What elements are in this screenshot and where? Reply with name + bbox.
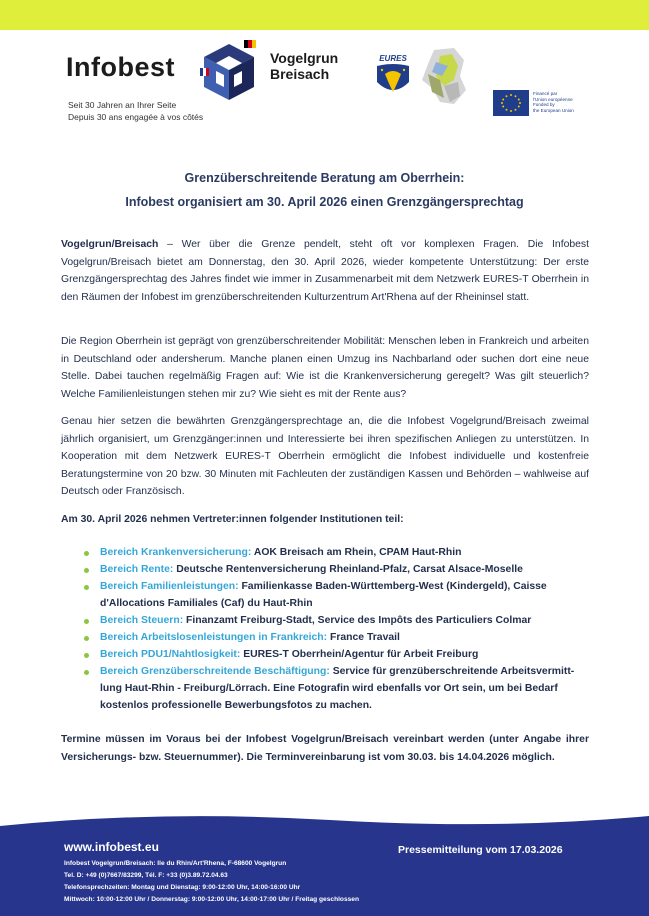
paragraph-intro (61, 236, 589, 306)
paragraph-appointments: Termine müssen im Voraus bei der Infobest Vogelgrun/Breisach vereinbart werden (unter Angabe ihrer Versicherungs- bzw. Steuernummer). Die Terminvereinbarung ist vom 30.03. bis 14.04.2026 möglich. (61, 734, 589, 763)
list-item (84, 663, 594, 714)
location-name (270, 50, 338, 82)
press-release-date: Pressemitteilung vom 17.03.2026 (398, 844, 563, 856)
bullet-icon (84, 585, 89, 590)
region-map-logo-icon (414, 46, 472, 108)
eures-logo-icon (373, 52, 413, 102)
eu-flag-icon (493, 90, 529, 116)
paragraph-intro-text: – Wer über die Grenze pendelt, steht oft vor komplexen Fragen. Die Infobest Vogelgrun/Breisach bietet am Donnerstag, den 30. April 2026, wieder kompetente Unterstützung: Der erste Grenzgängersprechtag des Jahres findet wie immer in Zusammenarbeit mit dem Netzwerk EURES-T Oberrhein in den Räumen der Infobest im grenzüberschreitenden Kulturzentrum Art'Rhena auf der Rheininsel statt. (61, 239, 589, 303)
eu-line-3: Funded by (533, 102, 555, 108)
list-item-category: Bereich Familienleistungen: (100, 581, 239, 592)
list-intro: Am 30. April 2026 nehmen Vertreter:innen folgender Institutionen teil: (61, 514, 404, 525)
list-item-category: Bereich PDU1/Nahtlosigkeit: (100, 649, 241, 660)
bullet-icon (84, 653, 89, 658)
tagline (68, 99, 203, 123)
footer-hours-1: Telefonsprechzeiten: Montag und Dienstag: 9:00-12:00 Uhr, 14:00-16:00 Uhr (64, 884, 301, 891)
list-item-text: Deutsche Rentenversicherung Rheinland-Pfalz, Carsat Alsace-Moselle (173, 564, 523, 575)
paragraph-sprechtage: Genau hier setzen die bewährten Grenzgängersprechtage an, die die Infobest Vogelgrund/Breisach zweimal jährlich organisiert, um Grenzgänger:innen und Interessierte bei ihren spezifischen Anliegen zu unterstützen. In Kooperation mit dem Netzwerk EURES-T Oberrhein ermöglicht die Infobest individuelle und kostenfreie Beratungstermine von 20 bzw. 30 Minuten mit Fachleuten der zuständigen Kassen und Behörden – wahlweise auf Deutsch oder Französisch. (61, 416, 589, 497)
bullet-icon (84, 670, 89, 675)
press-headline (40, 166, 609, 214)
list-item-category: Bereich Grenzüberschreitende Beschäftigung: (100, 666, 330, 677)
list-item (84, 629, 594, 646)
bullet-icon (84, 636, 89, 641)
bullet-icon (84, 568, 89, 573)
top-color-band (0, 0, 649, 30)
headline-line-1: Grenzüberschreitende Beratung am Oberrhein: (184, 171, 465, 185)
bullet-icon (84, 619, 89, 624)
eu-line-1: Financé par (533, 91, 558, 96)
list-item (84, 578, 594, 612)
footer-hours-2: Mittwoch: 10:00-12:00 Uhr / Donnerstag: 9:00-12:00 Uhr, 14:00-17:00 Uhr / Freitag geschlossen (64, 896, 359, 903)
list-item-text: Familienkasse Baden-Württemberg-West (Kindergeld), Caisse d'Allocations Familiales (Caf) du Haut-Rhin (100, 581, 547, 609)
eu-line-4: the European Union (533, 107, 574, 113)
list-item-text: Service für grenzüberschreitende Arbeitsvermitt-lung Haut-Rhin - Freiburg/Lörrach. Eine Fotografin wird ebenfalls vor Ort sein, um bei Bedarf kostenlos professionelle Bewerbungsfotos zu machen. (100, 666, 575, 711)
list-item-category: Bereich Krankenversicherung: (100, 547, 252, 558)
footer-website-link[interactable]: www.infobest.eu (64, 840, 159, 854)
list-item (84, 561, 594, 578)
list-item (84, 612, 594, 629)
list-item-text: EURES-T Oberrhein/Agentur für Arbeit Freiburg (240, 649, 479, 660)
eu-line-2: l'Union européenne (533, 96, 573, 102)
footer-phone: Tel. D: +49 (0)7667/83299, Tél. F: +33 (0)3.89.72.04.63 (64, 872, 228, 879)
footer-address: Infobest Vogelgrun/Breisach: Ile du Rhin/Art'Rhena, F-68600 Vogelgrun (64, 860, 287, 867)
bullet-icon (84, 551, 89, 556)
list-item (84, 646, 594, 663)
list-item-category: Bereich Rente: (100, 564, 174, 575)
infobest-logo-text: Infobest (66, 52, 175, 82)
tagline-fr: Depuis 30 ans engagée à vos côtés (68, 112, 204, 122)
tagline-de: Seit 30 Jahren an Ihrer Seite (68, 100, 177, 110)
paragraph-region: Die Region Oberrhein ist geprägt von grenzüberschreitender Mobilität: Menschen leben in Frankreich und arbeiten in Deutschland oder andersherum. Manche planen einen Umzug ins Nachbarland oder suchen dort eine neue Stelle. Dabei tauchen regelmäßig Fragen auf: Wie ist die Krankenversicherung geregelt? Was gilt steuerlich? Welche Familienleistungen stehen mir zu? Wie sieht es mit der Rente aus? (61, 336, 589, 400)
list-item-category: Bereich Steuern: (100, 615, 184, 626)
list-item-category: Bereich Arbeitslosenleistungen in Frankreich: (100, 632, 328, 643)
location-line-1: Vogelgrun (270, 50, 339, 66)
list-item-text: AOK Breisach am Rhein, CPAM Haut-Rhin (251, 547, 462, 558)
cube-logo-icon (198, 40, 260, 106)
paragraph-intro-lead: Vogelgrun/Breisach (61, 239, 159, 250)
location-line-2: Breisach (270, 66, 330, 82)
list-item-text: France Travail (327, 632, 400, 643)
list-item-text: Finanzamt Freiburg-Stadt, Service des Impôts des Particuliers Colmar (183, 615, 532, 626)
eures-logo-text: EURES (379, 54, 407, 63)
eu-funding-text (533, 91, 574, 113)
headline-line-2: Infobest organisiert am 30. April 2026 einen Grenzgängersprechtag (125, 195, 524, 209)
list-item (84, 544, 594, 561)
institutions-list (84, 544, 594, 714)
